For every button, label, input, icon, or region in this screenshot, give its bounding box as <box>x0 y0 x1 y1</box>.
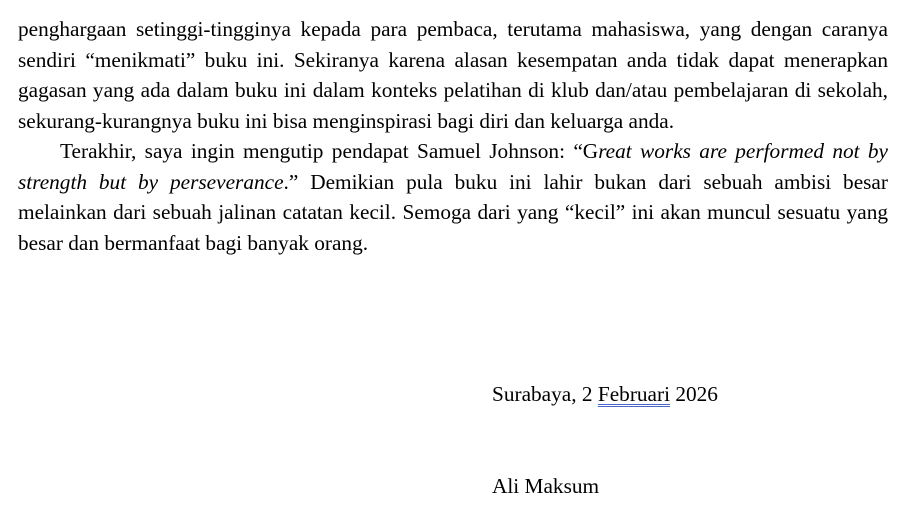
place-and-date <box>492 379 718 409</box>
closing-text-rest: .” Demikian pula buku ini lahir bukan dari sebuah ambisi besar melainkan dari sebuah jalinan catatan kecil. Semoga dari yang “kecil” ini akan muncul sesuatu yang besar dan bermanfaat bagi banyak orang. <box>18 169 888 255</box>
paragraph-acknowledgement: penghargaan setinggi-tingginya kepada para pembaca, terutama mahasiswa, yang dengan caranya sendiri “menikmati” buku ini. Sekiranya karena alasan kesempatan anda tidak dapat menerapkan gagasan yang ada dalam buku ini dalam konteks pelatihan di klub dan/atau pembelajaran di sekolah, sekurang-kurangnya buku ini bisa menginspirasi bagi diri dan keluarga anda. <box>18 17 888 133</box>
paragraph-closing <box>18 136 888 258</box>
johnson-quote: reat works are performed not by strength but by perseverance <box>18 139 889 194</box>
document-body <box>18 14 888 258</box>
place-prefix: Surabaya, 2 <box>492 382 598 406</box>
author-name: Ali Maksum <box>492 474 600 498</box>
date-month: Februari <box>597 382 671 406</box>
date-year: 2026 <box>670 382 718 406</box>
closing-text-intro: Terakhir, saya ingin mengutip pendapat Samuel Johnson: “G <box>60 139 599 163</box>
